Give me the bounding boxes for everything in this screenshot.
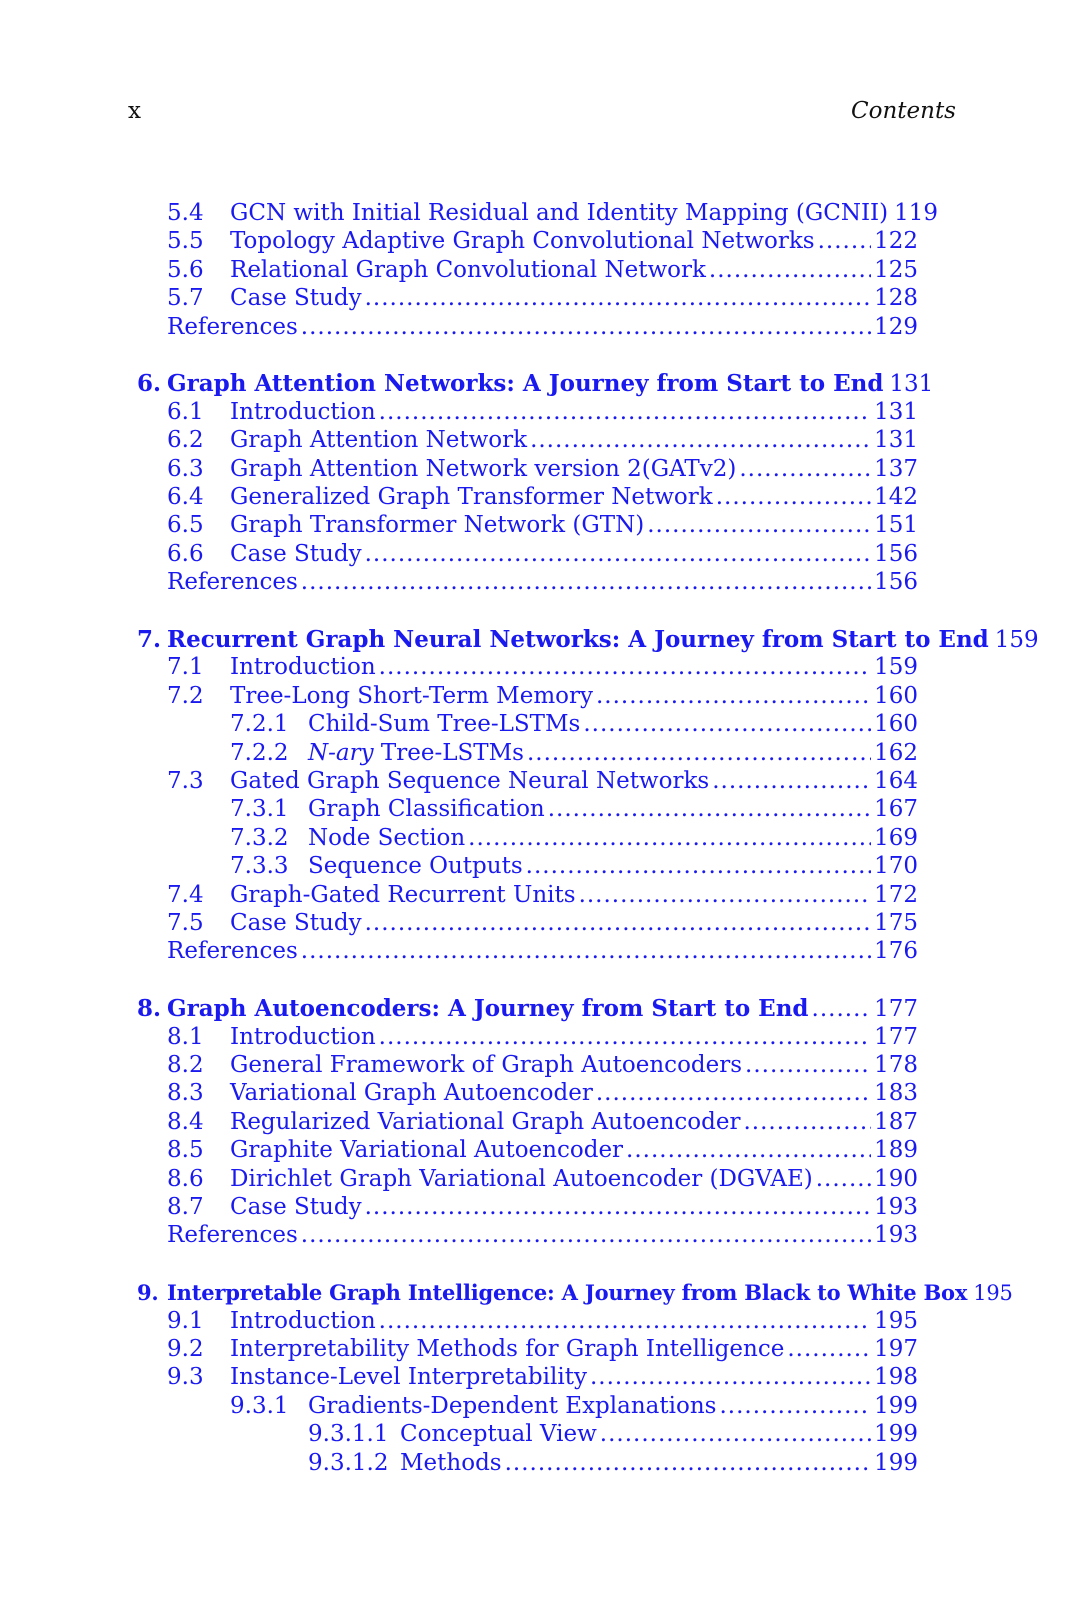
toc-page-number: 137 [874,455,918,482]
toc-row[interactable] [0,1193,1080,1222]
table-of-contents [0,199,1080,1529]
dot-leader [787,1335,871,1364]
toc-chapter-row[interactable] [0,994,1080,1023]
toc-row[interactable] [0,1108,1080,1137]
toc-chapter-row[interactable] [0,369,1080,398]
dot-leader [818,227,872,256]
toc-title: Dirichlet Graph Variational Autoencoder (DGVAE) [230,1165,813,1192]
dot-leader [526,852,871,881]
toc-row[interactable] [0,937,1080,966]
toc-title: Tree-Long Short-Term Memory [230,682,593,709]
toc-title-italic: N-ary [308,739,374,766]
toc-row[interactable] [0,852,1080,881]
toc-row[interactable] [0,511,1080,540]
toc-page-number: 156 [874,540,918,567]
toc-number: 6.3 [167,455,204,482]
toc-number: 8.5 [167,1137,204,1164]
toc-title: Graph Attention Networks: A Journey from Start to End [167,370,884,398]
toc-row[interactable] [0,795,1080,824]
toc-page-number: 131 [889,371,934,398]
toc-page-number: 199 [874,1421,918,1448]
toc-number: 5.6 [167,256,204,283]
toc-row[interactable] [0,1392,1080,1421]
toc-title: Introduction [230,398,376,425]
page-number: x [128,98,141,124]
toc-number: 8.1 [167,1023,204,1050]
toc-page-number: 197 [874,1336,918,1362]
toc-number: 7. [137,626,162,653]
toc-number: 7.5 [167,910,204,936]
toc-number: 7.2.1 [230,711,289,738]
toc-number: 6.5 [167,512,204,539]
page-header [128,98,956,128]
dot-leader [583,710,871,739]
toc-number: 8.7 [167,1194,204,1220]
toc-title: Case Study [230,540,362,567]
toc-number: 8.3 [167,1080,204,1107]
toc-page-number: 193 [874,1222,918,1249]
toc-page-number: 159 [874,654,918,681]
toc-row[interactable] [0,1307,1080,1336]
toc-title: Interpretability Methods for Graph Intelligence [230,1336,785,1362]
toc-title: Introduction [230,1023,376,1050]
toc-number: 9. [137,1280,159,1306]
toc-title: Gradients-Dependent Explanations [308,1392,717,1419]
dot-leader [709,256,871,285]
toc-page-number: 128 [874,285,918,312]
toc-number: 9.3.1.2 [308,1449,389,1476]
toc-page-number: 190 [874,1165,918,1192]
toc-number: 7.3 [167,768,204,794]
toc-page-number: 198 [874,1364,918,1391]
toc-number: 8.2 [167,1052,204,1078]
dot-leader [739,455,871,484]
toc-row[interactable] [0,313,1080,342]
toc-row[interactable] [0,284,1080,313]
toc-row[interactable] [0,710,1080,739]
toc-page-number: 195 [973,1281,1013,1306]
toc-title: References [167,569,298,596]
toc-number: 9.1 [167,1307,204,1334]
dot-leader [626,1136,871,1165]
toc-number: 5.7 [167,285,204,312]
toc-row[interactable] [0,1449,1080,1478]
dot-leader [596,1079,871,1108]
toc-row[interactable] [0,682,1080,711]
toc-number: 6.1 [167,398,204,425]
toc-title: Case Study [230,285,362,312]
toc-row[interactable] [0,426,1080,455]
dot-leader [301,313,871,342]
toc-number: 9.3.1.1 [308,1421,389,1448]
toc-page-number: 169 [874,824,918,851]
toc-page-number: 131 [874,427,918,454]
toc-row[interactable] [0,653,1080,682]
toc-chapter-row[interactable] [0,625,1080,654]
toc-row[interactable] [0,568,1080,597]
toc-number: 9.3.1 [230,1392,289,1419]
dot-leader [719,1392,871,1421]
toc-title: Graph Attention Network version 2(GATv2) [230,455,737,482]
toc-title: Node Section [308,824,466,851]
toc-number: 6. [137,370,162,398]
toc-page-number: 193 [874,1194,918,1220]
toc-row[interactable] [0,1221,1080,1250]
toc-title: Graph Classification [308,796,545,823]
toc-page-number: 159 [994,627,1039,653]
toc-page-number: 162 [874,739,918,766]
toc-page-number: 160 [874,682,918,709]
dot-leader [527,739,871,768]
toc-row[interactable] [0,1051,1080,1080]
toc-row[interactable] [0,483,1080,512]
toc-row[interactable] [0,1079,1080,1108]
dot-leader [600,1420,871,1449]
toc-number: 7.1 [167,654,204,681]
toc-page-number: 172 [874,881,918,908]
toc-row[interactable] [0,1023,1080,1052]
toc-row[interactable] [0,767,1080,796]
toc-number: 6.4 [167,484,204,510]
toc-title: Graph Transformer Network (GTN) [230,512,645,539]
toc-page-number: 119 [894,200,939,226]
toc-title: Sequence Outputs [308,853,523,880]
toc-number: 9.2 [167,1336,204,1362]
dot-leader [301,937,871,966]
toc-row[interactable] [0,824,1080,853]
toc-title: Graphite Variational Autoencoder [230,1137,624,1164]
toc-title: Graph Autoencoders: A Journey from Start to End [167,995,809,1023]
toc-number: 7.3.1 [230,796,289,823]
toc-title: References [167,313,298,340]
toc-page-number: 125 [874,256,918,283]
toc-row[interactable] [0,398,1080,427]
toc-row[interactable] [0,199,1080,228]
toc-number: 7.3.3 [230,853,289,880]
toc-page-number: 156 [874,569,918,596]
toc-title: Topology Adaptive Graph Convolutional Networks [230,228,815,255]
toc-row[interactable] [0,739,1080,768]
toc-number: 7.4 [167,881,204,908]
toc-row[interactable] [0,1136,1080,1165]
toc-number: 9.3 [167,1364,204,1391]
toc-title: Generalized Graph Transformer Network [230,484,713,510]
toc-page-number: 189 [874,1137,918,1164]
dot-leader [468,824,871,853]
toc-page-number: 151 [874,512,918,539]
toc-title: Conceptual View [400,1421,597,1448]
dot-leader [365,1193,872,1222]
toc-page-number: 177 [874,1023,918,1050]
running-title: Contents [851,98,956,124]
toc-row[interactable] [0,1335,1080,1364]
toc-row[interactable] [0,1165,1080,1194]
toc-number: 7.3.2 [230,824,289,851]
toc-row[interactable] [0,256,1080,285]
dot-leader [590,1363,871,1392]
toc-title: Gated Graph Sequence Neural Networks [230,768,710,794]
toc-title: Introduction [230,1307,376,1334]
toc-row[interactable] [0,1363,1080,1392]
toc-number: 8.4 [167,1108,204,1135]
toc-page-number: 129 [874,313,918,340]
toc-title: Regularized Variational Graph Autoencoder [230,1108,741,1135]
toc-number: 5.4 [167,200,204,226]
toc-page-number: 167 [874,796,918,823]
toc-page-number: 199 [874,1392,918,1419]
toc-page-number: 195 [874,1307,918,1334]
toc-number: 5.5 [167,228,204,255]
toc-title: Recurrent Graph Neural Networks: A Journey from Start to End [167,626,989,653]
toc-title: Graph Attention Network [230,427,528,454]
dot-leader [812,995,872,1024]
toc-row[interactable] [0,881,1080,910]
toc-title [308,739,524,768]
dot-leader [379,398,871,427]
dot-leader [379,1023,871,1052]
toc-title: Interpretable Graph Intelligence: A Journey from Black to White Box [167,1280,968,1306]
toc-title: Case Study [230,1194,362,1220]
toc-title: Instance-Level Interpretability [230,1364,587,1391]
toc-title: References [167,1222,298,1249]
dot-leader [365,540,872,569]
toc-page-number: 199 [874,1449,918,1476]
toc-number: 6.2 [167,427,204,454]
toc-page-number: 176 [874,938,918,965]
dot-leader [745,1051,871,1080]
toc-row[interactable] [0,455,1080,484]
toc-number: 6.6 [167,540,204,567]
toc-page-number: 170 [874,853,918,880]
toc-title: Graph-Gated Recurrent Units [230,881,576,908]
toc-page-number: 187 [874,1108,918,1135]
toc-title: Variational Graph Autoencoder [230,1080,593,1107]
toc-number: 8.6 [167,1165,204,1192]
toc-title: Child-Sum Tree-LSTMs [308,711,581,738]
dot-leader [301,568,871,597]
dot-leader [647,511,871,540]
dot-leader [505,1449,872,1478]
toc-row[interactable] [0,1420,1080,1449]
toc-page-number: 183 [874,1080,918,1107]
toc-chapter-row[interactable] [0,1278,1080,1307]
toc-row[interactable] [0,227,1080,256]
toc-page-number: 131 [874,398,918,425]
toc-page-number: 142 [874,484,918,510]
toc-page-number: 175 [874,910,918,936]
dot-leader [365,284,872,313]
toc-title: GCN with Initial Residual and Identity Mapping (GCNII) [230,200,889,226]
dot-leader [530,426,871,455]
dot-leader [596,682,871,711]
toc-title: Relational Graph Convolutional Network [230,256,706,283]
toc-row[interactable] [0,909,1080,938]
toc-number: 7.2.2 [230,739,289,766]
toc-page-number: 160 [874,711,918,738]
dot-leader [379,1307,871,1336]
toc-title: General Framework of Graph Autoencoders [230,1052,743,1078]
dot-leader [579,881,872,910]
toc-title: Case Study [230,910,362,936]
toc-page-number: 178 [874,1052,918,1078]
dot-leader [712,767,871,796]
dot-leader [716,483,871,512]
toc-page-number: 164 [874,768,918,794]
toc-title-rest: Tree-LSTMs [373,739,524,766]
dot-leader [301,1221,871,1250]
dot-leader [365,909,872,938]
toc-page-number: 177 [874,996,918,1023]
toc-title: References [167,938,298,965]
toc-page-number: 122 [874,228,918,255]
toc-number: 8. [137,995,162,1023]
toc-title: Introduction [230,654,376,681]
dot-leader [548,795,871,824]
toc-number: 7.2 [167,682,204,709]
dot-leader [743,1108,871,1137]
toc-row[interactable] [0,540,1080,569]
toc-title: Methods [400,1449,502,1476]
dot-leader [379,653,871,682]
dot-leader [816,1165,871,1194]
